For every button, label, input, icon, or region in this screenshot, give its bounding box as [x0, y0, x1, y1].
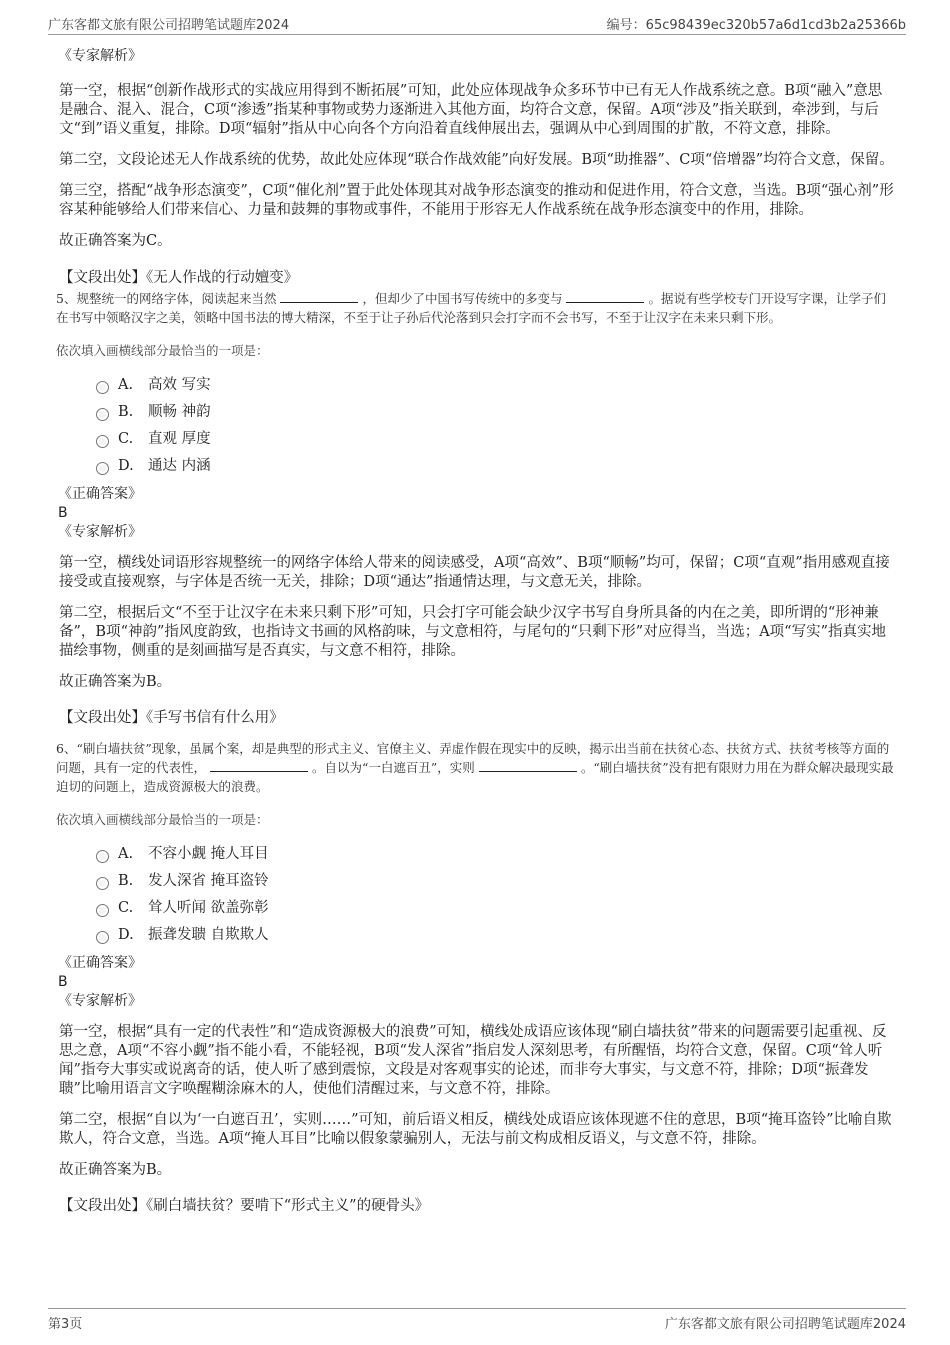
q6-blank-1 [210, 759, 308, 772]
option-letter: C. [118, 900, 134, 916]
q5-option-c[interactable] [56, 426, 896, 453]
option-text: 耸人听闻 欲盖弥彰 [148, 900, 269, 916]
q6-stem [56, 739, 896, 796]
q6-blank-2 [479, 759, 577, 772]
footer-title: 广东客都文旅有限公司招聘笔试题库2024 [664, 1317, 906, 1332]
radio-icon[interactable] [96, 408, 109, 421]
option-letter: A. [118, 377, 134, 393]
radio-icon[interactable] [96, 381, 109, 394]
radio-icon[interactable] [96, 904, 109, 917]
q5-answer-title: 《正确答案》 [58, 486, 142, 502]
q5-analysis-p3: 故正确答案为B。 [59, 674, 172, 690]
option-letter: C. [118, 431, 134, 447]
q6-instruction: 依次填入画横线部分最恰当的一项是： [56, 812, 269, 827]
option-letter: B. [118, 404, 134, 420]
q5-analysis-p1: 第一空，横线处词语形容规整统一的网络字体给人带来的阅读感受，A项“高效”、B项“顺畅”均可，保留；C项“直观”指用感观直接接受或直接观察，与字体是否统一无关，排除；D项“通达”指通情达理，与文意无关，排除。 [59, 555, 890, 590]
option-letter: D. [118, 927, 134, 943]
q6-stem-part-a: 6、“刷白墙扶贫”现象，虽属个案，却是典型的形式主义、官僚主义、弄虚作假在现实中的反映，揭示出当前在扶贫心态、扶贫方式、扶贫考核等方面的问题，具有一定的代表性， [56, 741, 890, 775]
q6-analysis-p1: 第一空，根据“具有一定的代表性”和“造成资源极大的浪费”可知，横线处成语应该体现“刷白墙扶贫”带来的问题需要引起重视、反思之意，A项“不容小觑”指不能小看，不能轻视，B项“发人深省”指启发人深刻思考，有所醒悟，均符合文意，保留。C项“耸人听闻”指夸大事实或说离奇的话，使人听了感到震惊，文段是对客观事实的论述，而非夸大事实，与文意不符，排除；D项“振聋发聩”比喻用语言文字唤醒糊涂麻木的人，使他们清醒过来，与文意不符，排除。 [59, 1024, 887, 1097]
q5-analysis-p2: 第二空，根据后文“不至于让汉字在未来只剩下形”可知，只会打字可能会缺少汉字书写自身所具备的内在之美，即所谓的“形神兼备”，B项“神韵”指风度韵致，也指诗文书画的风格韵味，与文意相符，与尾句的“只剩下形”对应得当，当选；A项“写实”指真实地描绘事物，侧重的是刻画描写是否真实，与文意不相符，排除。 [59, 605, 887, 659]
option-letter: B. [118, 873, 134, 889]
page-footer [48, 1313, 906, 1333]
option-text: 直观 厚度 [148, 431, 211, 447]
footer-divider [48, 1308, 906, 1309]
header-doc-id: 编号：65c98439ec320b57a6d1cd3b2a25366b [606, 18, 906, 33]
q5-analysis-title: 《专家解析》 [58, 524, 142, 540]
header-divider [48, 34, 906, 35]
q5-blank-1 [280, 290, 358, 303]
q6-analysis-p2: 第二空，根据“自以为‘一白遮百丑’，实则……”可知，前后语义相反，横线处成语应该体现遮不住的意思，B项“掩耳盗铃”比喻自欺欺人，符合文意，当选。A项“掩人耳目”比喻以假象蒙骗别人，无法与前文构成相反语义，与文意不符，排除。 [59, 1112, 892, 1147]
q5-instruction: 依次填入画横线部分最恰当的一项是： [56, 343, 269, 358]
q5-option-d[interactable] [56, 453, 896, 480]
q6-answer-title: 《正确答案》 [58, 955, 142, 971]
q6-option-b[interactable] [56, 868, 896, 895]
q6-stem-part-b: 。自以为“一白遮百丑”，实则 [312, 760, 475, 775]
option-text: 顺畅 神韵 [148, 404, 211, 420]
option-text: 振聋发聩 自欺欺人 [148, 927, 269, 943]
q6-option-c[interactable] [56, 895, 896, 922]
q6-options [56, 841, 896, 949]
q4-analysis-title: 《专家解析》 [58, 48, 142, 64]
q6-option-a[interactable] [56, 841, 896, 868]
radio-icon[interactable] [96, 931, 109, 944]
q5-blank-2 [566, 290, 644, 303]
q4-analysis-p2: 第二空，文段论述无人作战系统的优势，故此处应体现“联合作战效能”向好发展。B项“助推器”、C项“倍增器”均符合文意，保留。 [59, 152, 894, 168]
q5-stem-part-c: 。据说有些学校专门开设写字课，让学子们在书写中领略汉字之美，领略中国书法的博大精深，不至于让子孙后代沦落到只会打字而不会书写，不至于让汉字在未来只剩下形。 [56, 291, 886, 325]
q5-stem-part-a: 5、规整统一的网络字体，阅读起来当然 [56, 291, 277, 306]
option-text: 通达 内涵 [148, 458, 211, 474]
page-number: 第3页 [48, 1317, 83, 1332]
q5-stem-part-b: ，但却少了中国书写传统中的多变与 [362, 291, 563, 306]
q6-answer-value: B [58, 974, 68, 990]
q5-option-a[interactable] [56, 372, 896, 399]
q5-answer-value: B [58, 505, 68, 521]
radio-icon[interactable] [96, 877, 109, 890]
radio-icon[interactable] [96, 850, 109, 863]
page-header [48, 14, 906, 34]
radio-icon[interactable] [96, 435, 109, 448]
q5-stem [56, 289, 896, 327]
option-text: 发人深省 掩耳盗铃 [148, 873, 269, 889]
option-letter: A. [118, 846, 134, 862]
page-content [56, 44, 896, 1302]
q6-option-d[interactable] [56, 922, 896, 949]
q5-option-b[interactable] [56, 399, 896, 426]
q4-analysis-p1: 第一空，根据“创新作战形式的实战应用得到不断拓展”可知，此处应体现战争众多环节中已有无人作战系统之意。B项“融入”意思是融合、混入、混合，C项“渗透”指某种事物或势力逐渐进入其他方面，均符合文意，保留。A项“涉及”指关联到，牵涉到，与后文“到”语义重复，排除。D项“辐射”指从中心向各个方向沿着直线伸展出去，强调从中心到周围的扩散，不符文意，排除。 [59, 83, 883, 137]
header-title: 广东客都文旅有限公司招聘笔试题库2024 [48, 18, 290, 33]
q4-source: 【文段出处】《无人作战的行动嬗变》 [59, 270, 299, 286]
radio-icon[interactable] [96, 462, 109, 475]
option-letter: D. [118, 458, 134, 474]
option-text: 不容小觑 掩人耳目 [148, 846, 269, 862]
q6-analysis-p3: 故正确答案为B。 [59, 1162, 172, 1178]
q5-options [56, 372, 896, 480]
option-text: 高效 写实 [148, 377, 211, 393]
q4-analysis-p3: 第三空，搭配“战争形态演变”，C项“催化剂”置于此处体现其对战争形态演变的推动和促进作用，符合文意，当选。B项“强心剂”形容某种能够给人们带来信心、力量和鼓舞的事物或事件，不能用于形容无人作战系统在战争形态演变中的作用，排除。 [59, 183, 894, 218]
q4-analysis-p4: 故正确答案为C。 [59, 233, 172, 249]
q6-stem-part-c: 。“刷白墙扶贫”没有把有限财力用在为群众解决最现实最迫切的问题上，造成资源极大的浪费。 [56, 760, 894, 794]
q6-analysis-title: 《专家解析》 [58, 993, 142, 1009]
q6-source: 【文段出处】《刷白墙扶贫？要啃下“形式主义”的硬骨头》 [59, 1198, 430, 1214]
q5-source: 【文段出处】《手写书信有什么用》 [59, 710, 284, 726]
